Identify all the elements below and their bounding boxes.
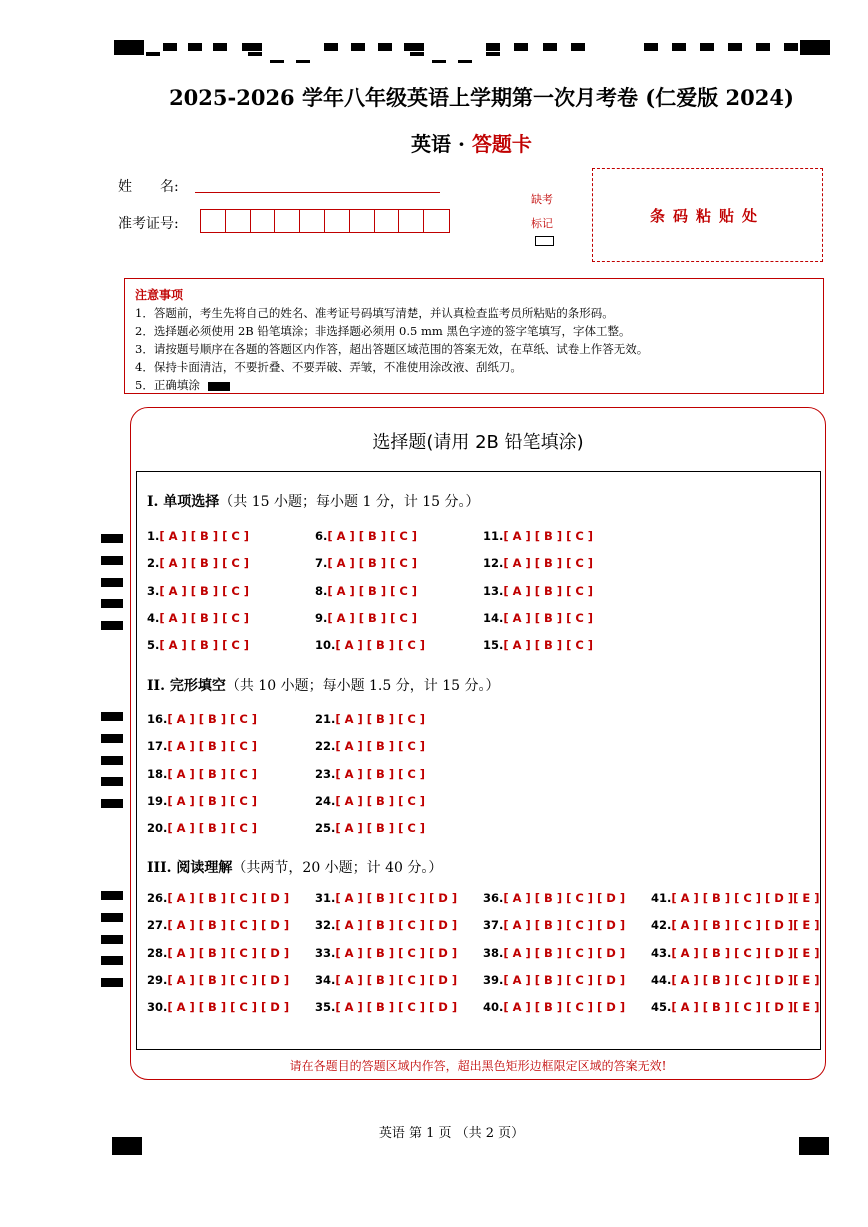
timing-mark — [101, 621, 123, 630]
question-number: 40. — [483, 1000, 504, 1015]
exam-id-boxes[interactable] — [200, 209, 450, 233]
id-digit-box[interactable] — [350, 210, 375, 232]
question-30[interactable] — [147, 1000, 289, 1014]
question-number: 42. — [651, 918, 672, 933]
question-number: 10. — [315, 638, 336, 653]
filled-bubble-example — [208, 382, 230, 391]
absent-label-line1: 缺考 — [531, 193, 553, 206]
question-33[interactable] — [315, 946, 457, 960]
notes-heading: 注意事项 — [135, 288, 184, 302]
barcode-area — [592, 168, 823, 262]
question-29[interactable] — [147, 973, 289, 987]
timing-mark — [514, 43, 528, 51]
answer-bubbles[interactable]: [ A ] [ B ] [ C ] [ D ] — [335, 1000, 458, 1015]
question-38[interactable] — [483, 946, 625, 960]
timing-mark — [213, 43, 227, 51]
answer-bubbles[interactable]: [ A ] [ B ] [ C ] [ D ] — [167, 918, 290, 933]
page-title: 2025-2026 学年八年级英语上学期第一次月考卷 (仁爱版 2024) — [169, 85, 794, 110]
timing-mark — [101, 578, 123, 587]
question-17[interactable] — [147, 739, 257, 753]
question-number: 26. — [147, 891, 168, 905]
timing-mark — [114, 40, 144, 55]
question-number: 24. — [315, 793, 336, 808]
answer-bubbles[interactable]: [ A ] [ B ] [ C ] [ D ] — [167, 1000, 290, 1015]
id-digit-box[interactable] — [275, 210, 300, 232]
question-number: 34. — [315, 972, 336, 987]
choice-title: 选择题(请用 2B 铅笔填涂) — [372, 432, 584, 453]
id-digit-box[interactable] — [325, 210, 350, 232]
timing-mark — [101, 734, 123, 743]
section-title: II. 完形填空 — [147, 678, 226, 694]
timing-mark — [101, 556, 123, 565]
answer-bubbles[interactable]: [ A ] [ B ] [ C ] [ D ] — [503, 1000, 626, 1015]
question-23[interactable] — [315, 767, 425, 781]
question-number: 17. — [147, 739, 168, 754]
section-title: I. 单项选择 — [147, 494, 220, 510]
notes-box — [124, 278, 824, 394]
question-number: 31. — [315, 891, 336, 905]
timing-mark — [101, 756, 123, 765]
answer-bubbles[interactable]: [ A ] [ B ] [ C ] — [503, 529, 594, 543]
timing-mark — [324, 43, 338, 51]
question-number: 30. — [147, 1000, 168, 1015]
timing-mark — [296, 60, 310, 63]
id-digit-box[interactable] — [226, 210, 251, 232]
question-13[interactable] — [483, 584, 593, 598]
answer-bubbles[interactable]: [ A ] [ B ] [ C ] — [503, 610, 594, 625]
question-45[interactable] — [651, 1000, 820, 1014]
timing-mark — [543, 43, 557, 51]
question-number: 2. — [147, 556, 160, 571]
question-number: 32. — [315, 918, 336, 933]
question-number: 13. — [483, 583, 504, 598]
question-6[interactable] — [315, 529, 417, 543]
question-37[interactable] — [483, 918, 625, 932]
timing-mark — [101, 777, 123, 786]
absent-label-line2: 标记 — [531, 217, 553, 230]
question-32[interactable] — [315, 918, 457, 932]
answer-bubbles[interactable]: [ A ] [ B ] [ C ] [ D ] — [335, 891, 458, 905]
question-number: 7. — [315, 556, 328, 571]
answer-bubbles[interactable]: [ A ] [ B ] [ C ] — [335, 793, 426, 808]
section-note: （共两节，20 小题；计 40 分。） — [232, 860, 443, 876]
answer-bubbles[interactable]: [ A ] [ B ] [ C ] [ D ] — [335, 918, 458, 933]
answer-bubbles[interactable]: [ A ] [ B ] [ C ] [ D ][ E ] — [671, 945, 820, 960]
question-16[interactable] — [147, 712, 257, 726]
question-number: 33. — [315, 945, 336, 960]
answer-bubbles[interactable]: [ A ] [ B ] [ C ] [ D ] — [335, 945, 458, 960]
timing-mark — [486, 43, 500, 51]
timing-mark — [351, 43, 365, 51]
id-digit-box[interactable] — [399, 210, 424, 232]
question-number: 37. — [483, 918, 504, 933]
answer-bubbles[interactable]: [ A ] [ B ] [ C ] — [327, 529, 418, 543]
answer-bubbles[interactable]: [ A ] [ B ] [ C ] — [167, 793, 258, 808]
answer-bubbles[interactable]: [ A ] [ B ] [ C ] [ D ] — [167, 945, 290, 960]
note-item: 3．请按题号顺序在各题的答题区内作答，超出答题区域范围的答案无效，在草纸、试卷上作答无效。 — [135, 342, 649, 356]
note-item: 2．选择题必须使用 2B 铅笔填涂；非选择题必须用 0.5 mm 黑色字迹的签字笔填写，字体工整。 — [135, 324, 631, 338]
question-5[interactable] — [147, 638, 249, 652]
question-number: 8. — [315, 583, 328, 598]
note-item: 1．答题前，考生先将自己的姓名、准考证号码填写清楚，并认真检查监考员所粘贴的条形码。 — [135, 306, 614, 320]
question-43[interactable] — [651, 946, 820, 960]
barcode-label: 条码粘贴处 — [649, 206, 765, 225]
section-note: （共 10 小题；每小题 1.5 分，计 15 分。） — [225, 678, 500, 694]
timing-mark — [101, 712, 123, 721]
question-number: 16. — [147, 712, 168, 726]
question-10[interactable] — [315, 638, 425, 652]
timing-mark — [378, 43, 392, 51]
question-22[interactable] — [315, 739, 425, 753]
answer-bubbles[interactable]: [ A ] [ B ] [ C ] [ D ][ E ] — [671, 972, 820, 987]
question-42[interactable] — [651, 918, 820, 932]
question-24[interactable] — [315, 794, 425, 808]
timing-mark — [101, 891, 123, 900]
timing-mark — [188, 43, 202, 51]
question-number: 43. — [651, 945, 672, 960]
question-number: 45. — [651, 1000, 672, 1015]
question-number: 38. — [483, 945, 504, 960]
answer-bubbles[interactable]: [ A ] [ B ] [ C ] [ D ] — [167, 972, 290, 987]
timing-mark — [101, 534, 123, 543]
timing-mark — [800, 40, 830, 55]
question-number: 23. — [315, 766, 336, 781]
answer-bubbles[interactable]: [ A ] [ B ] [ C ] [ D ] — [335, 972, 458, 987]
timing-mark — [101, 599, 123, 608]
corner-mark — [112, 1137, 142, 1155]
question-number: 41. — [651, 891, 672, 905]
question-35[interactable] — [315, 1000, 457, 1014]
subtitle-prefix: 英语 · — [411, 132, 472, 156]
corner-mark — [799, 1137, 829, 1155]
name-field[interactable] — [195, 192, 440, 193]
question-19[interactable] — [147, 794, 257, 808]
question-14[interactable] — [483, 611, 593, 625]
question-number: 44. — [651, 972, 672, 987]
timing-mark — [242, 43, 262, 51]
question-15[interactable] — [483, 638, 593, 652]
question-number: 29. — [147, 972, 168, 987]
timing-mark — [248, 52, 262, 56]
question-8[interactable] — [315, 584, 417, 598]
question-2[interactable] — [147, 556, 249, 570]
answer-bubbles[interactable]: [ A ] [ B ] [ C ] [ D ] — [503, 972, 626, 987]
timing-mark — [458, 60, 472, 63]
question-number: 21. — [315, 712, 336, 726]
answer-bubbles[interactable]: [ A ] [ B ] [ C ] — [327, 583, 418, 598]
question-number: 4. — [147, 610, 160, 625]
question-number: 3. — [147, 583, 160, 598]
absent-label — [524, 188, 560, 236]
question-number: 12. — [483, 556, 504, 571]
question-number: 39. — [483, 972, 504, 987]
question-28[interactable] — [147, 946, 289, 960]
question-9[interactable] — [315, 611, 417, 625]
answer-bubbles[interactable]: [ A ] [ B ] [ C ] — [335, 766, 426, 781]
timing-mark — [672, 43, 686, 51]
question-12[interactable] — [483, 556, 593, 570]
answer-bubbles[interactable]: [ A ] [ B ] [ C ] [ D ][ E ] — [671, 1000, 820, 1015]
answer-bubbles[interactable]: [ A ] [ B ] [ C ] [ D ] — [167, 891, 290, 905]
timing-mark — [270, 60, 284, 63]
question-21[interactable] — [315, 712, 425, 726]
section-2-heading — [147, 675, 499, 695]
answer-bubbles[interactable]: [ A ] [ B ] [ C ] — [503, 556, 594, 571]
answer-bubbles[interactable]: [ A ] [ B ] [ C ] — [159, 529, 250, 543]
section-1-heading — [147, 491, 480, 511]
note-item-fill-example — [135, 376, 813, 394]
answer-bubbles[interactable]: [ A ] [ B ] [ C ] — [159, 638, 250, 653]
question-1[interactable] — [147, 529, 249, 543]
question-25[interactable] — [315, 821, 425, 835]
id-digit-box[interactable] — [424, 210, 449, 232]
timing-mark — [146, 52, 160, 56]
answer-bubbles[interactable]: [ A ] [ B ] [ C ] [ D ][ E ] — [671, 891, 820, 905]
answer-bubbles[interactable]: [ A ] [ B ] [ C ] — [167, 766, 258, 781]
question-number: 14. — [483, 610, 504, 625]
note-item: 4．保持卡面清洁，不要折叠、不要弄破、弄皱，不准使用涂改液、刮纸刀。 — [135, 360, 522, 374]
answer-bubbles[interactable]: [ A ] [ B ] [ C ] — [167, 739, 258, 754]
question-39[interactable] — [483, 973, 625, 987]
timing-mark — [700, 43, 714, 51]
answer-bubbles[interactable]: [ A ] [ B ] [ C ] — [335, 821, 426, 836]
question-number: 6. — [315, 529, 328, 543]
question-number: 28. — [147, 945, 168, 960]
timing-mark — [101, 913, 123, 922]
question-27[interactable] — [147, 918, 289, 932]
timing-mark — [486, 52, 500, 56]
question-number: 35. — [315, 1000, 336, 1015]
section-3-heading — [147, 857, 442, 877]
question-number: 18. — [147, 766, 168, 781]
answer-bubbles[interactable]: [ A ] [ B ] [ C ] [ D ][ E ] — [671, 918, 820, 933]
answer-bubbles[interactable]: [ A ] [ B ] [ C ] — [159, 583, 250, 598]
name-label: 姓 名: — [118, 179, 179, 195]
page-subtitle — [0, 128, 868, 157]
timing-mark — [163, 43, 177, 51]
timing-mark — [101, 935, 123, 944]
question-34[interactable] — [315, 973, 457, 987]
id-digit-box[interactable] — [300, 210, 325, 232]
id-digit-box[interactable] — [375, 210, 400, 232]
answer-bubbles[interactable]: [ A ] [ B ] [ C ] [ D ] — [503, 891, 626, 905]
answer-bubbles[interactable]: [ A ] [ B ] [ C ] [ D ] — [503, 945, 626, 960]
absent-mark-box[interactable] — [535, 236, 554, 246]
question-number: 25. — [315, 821, 336, 836]
question-44[interactable] — [651, 973, 820, 987]
exam-id-label: 准考证号: — [118, 216, 179, 232]
question-number: 22. — [315, 739, 336, 754]
answer-bubbles[interactable]: [ A ] [ B ] [ C ] — [159, 610, 250, 625]
id-digit-box[interactable] — [201, 210, 226, 232]
question-36[interactable] — [483, 891, 625, 905]
question-number: 9. — [315, 610, 328, 625]
question-18[interactable] — [147, 767, 257, 781]
answer-bubbles[interactable]: [ A ] [ B ] [ C ] — [327, 556, 418, 571]
question-number: 27. — [147, 918, 168, 933]
page-footer: 英语 第 1 页 （共 2 页） — [378, 1126, 525, 1141]
question-number: 15. — [483, 638, 504, 653]
question-20[interactable] — [147, 821, 257, 835]
section-title: III. 阅读理解 — [147, 860, 233, 876]
subtitle-highlight: 答题卡 — [471, 132, 532, 156]
question-11[interactable] — [483, 529, 593, 543]
question-41[interactable] — [651, 891, 820, 905]
question-26[interactable] — [147, 891, 289, 905]
question-number: 5. — [147, 638, 160, 653]
question-number: 11. — [483, 529, 504, 543]
timing-mark — [101, 956, 123, 965]
timing-mark — [784, 43, 798, 51]
timing-mark — [410, 52, 424, 56]
question-4[interactable] — [147, 611, 249, 625]
timing-mark — [101, 978, 123, 987]
answer-bubbles[interactable]: [ A ] [ B ] [ C ] [ D ] — [503, 918, 626, 933]
answer-bubbles[interactable]: [ A ] [ B ] [ C ] — [335, 739, 426, 754]
question-number: 36. — [483, 891, 504, 905]
timing-mark — [756, 43, 770, 51]
answer-bubbles[interactable]: [ A ] [ B ] [ C ] — [335, 712, 426, 726]
answer-bubbles[interactable]: [ A ] [ B ] [ C ] — [503, 638, 594, 653]
answer-bubbles[interactable]: [ A ] [ B ] [ C ] — [159, 556, 250, 571]
question-number: 19. — [147, 793, 168, 808]
answer-bubbles[interactable]: [ A ] [ B ] [ C ] — [327, 610, 418, 625]
id-digit-box[interactable] — [251, 210, 276, 232]
note-item: 5．正确填涂 — [135, 378, 200, 392]
answer-bubbles[interactable]: [ A ] [ B ] [ C ] — [503, 583, 594, 598]
question-number: 20. — [147, 821, 168, 836]
timing-mark — [101, 799, 123, 808]
timing-mark — [644, 43, 658, 51]
answer-bubbles[interactable]: [ A ] [ B ] [ C ] — [335, 638, 426, 653]
question-number: 1. — [147, 529, 160, 543]
question-3[interactable] — [147, 584, 249, 598]
answer-bubbles[interactable]: [ A ] [ B ] [ C ] — [167, 712, 258, 726]
section-note: （共 15 小题；每小题 1 分，计 15 分。） — [219, 494, 480, 510]
question-40[interactable] — [483, 1000, 625, 1014]
question-7[interactable] — [315, 556, 417, 570]
timing-mark — [404, 43, 424, 51]
bottom-note: 请在各题目的答题区域内作答，超出黑色矩形边框限定区域的答案无效! — [289, 1059, 667, 1073]
timing-mark — [728, 43, 742, 51]
timing-mark — [432, 60, 446, 63]
question-31[interactable] — [315, 891, 457, 905]
answer-bubbles[interactable]: [ A ] [ B ] [ C ] — [167, 821, 258, 836]
timing-mark — [571, 43, 585, 51]
